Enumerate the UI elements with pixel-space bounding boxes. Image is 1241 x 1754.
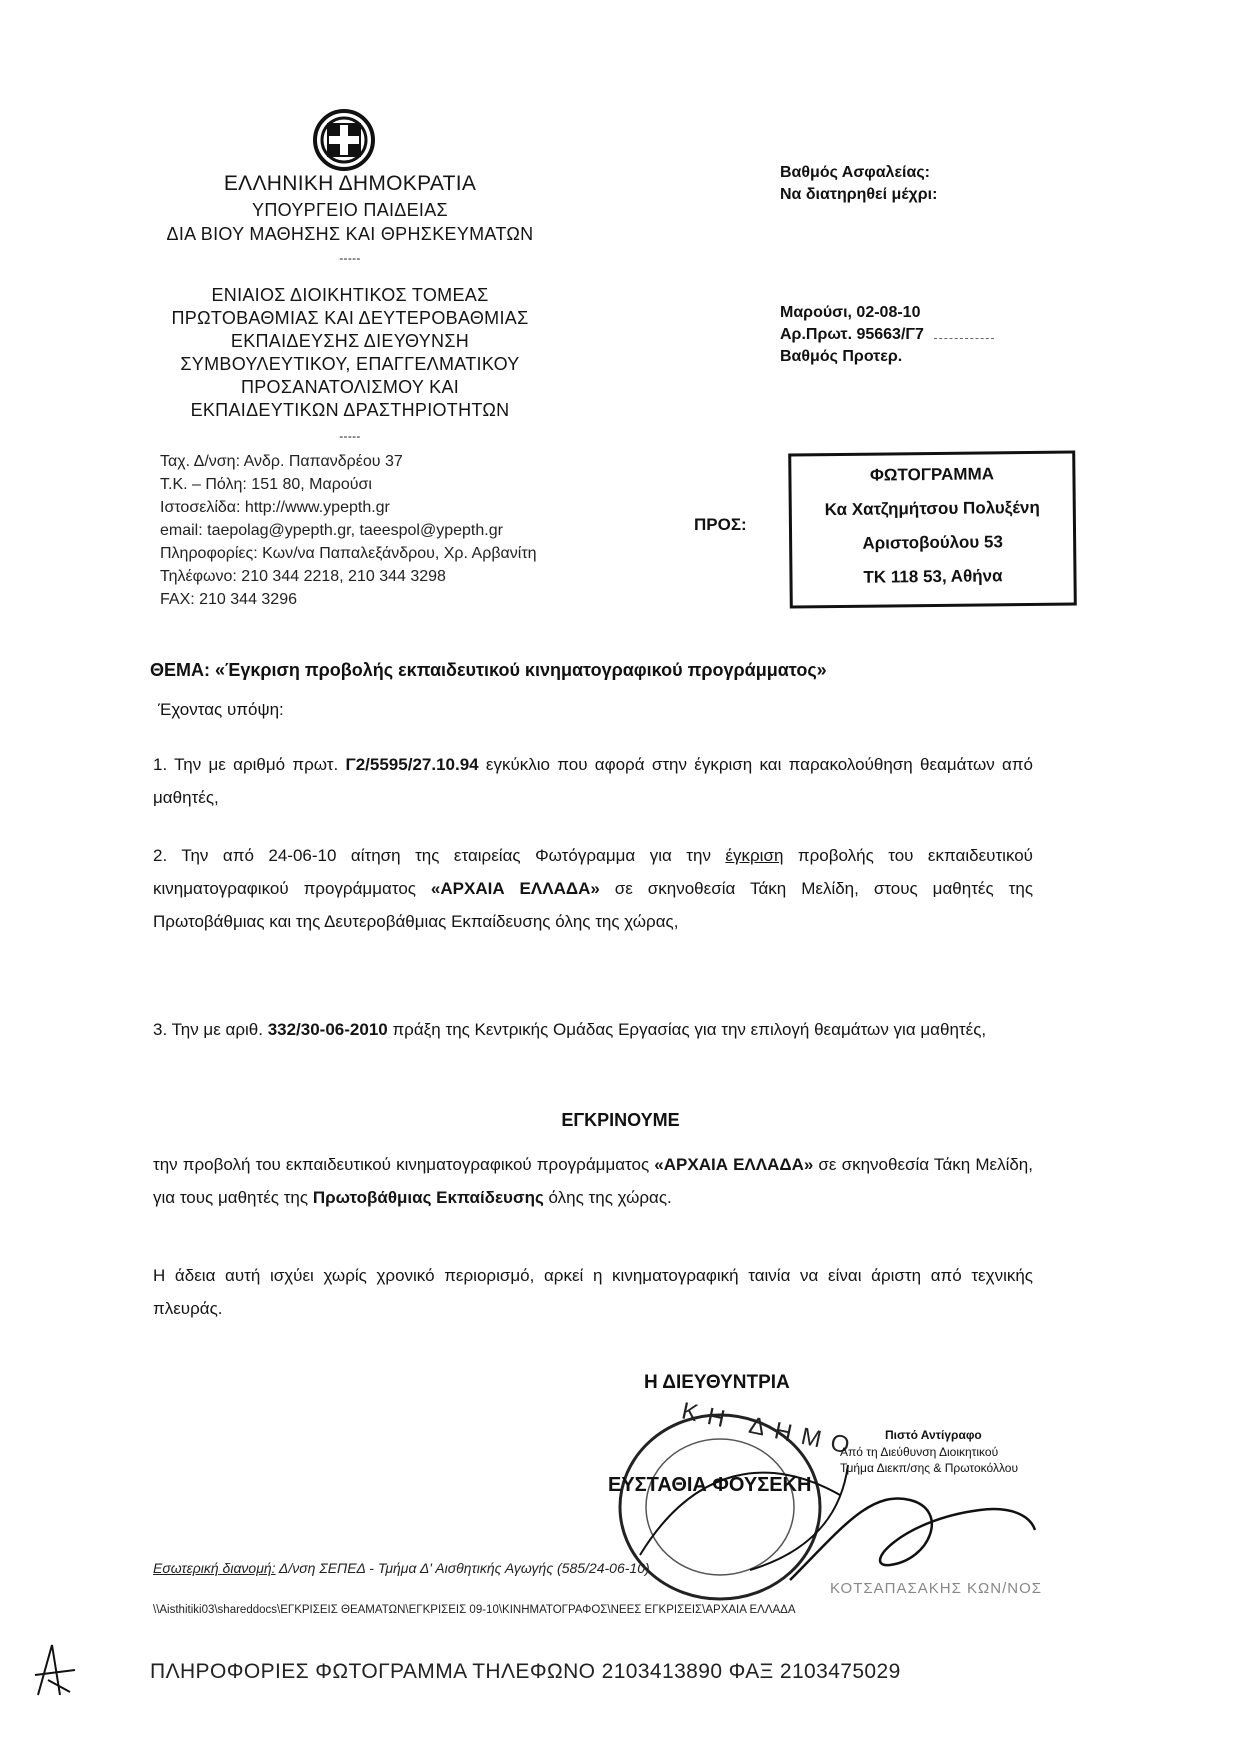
true-copy-2: Από τη Διεύθυνση Διοικητικού bbox=[840, 1445, 999, 1459]
security-level: Βαθμός Ασφαλείας: bbox=[780, 164, 930, 181]
consideration-item-2: 2. Την από 24-06-10 αίτηση της εταιρείας Φωτόγραμμα για την έγκριση προβολής του εκπαιδευτικού κινηματογραφικού προγράμματος «ΑΡΧΑΙΑ ΕΛΛΑΔΑ» σε σκηνοθεσία Τάκη Μελίδη, στους μαθητές της Πρωτοβάθμιας και της Δευτεροβάθμιας Εκπαίδευσης όλης της χώρας, bbox=[153, 846, 1034, 931]
contact-fax: FAX: 210 344 3296 bbox=[160, 591, 297, 608]
approval-text: την προβολή του εκπαιδευτικού κινηματογραφικού προγράμματος «ΑΡΧΑΙΑ ΕΛΛΑΔΑ» σε σκηνοθεσία Τάκη Μελίδη, για τους μαθητές της Πρωτοβάθμιας Εκπαίδευσης όλης της χώρας. bbox=[153, 1155, 1033, 1207]
department-line: ΕΚΠΑΙΔΕΥΣΗΣ ΔΙΕΥΘΥΝΣΗ bbox=[230, 331, 470, 351]
recipient-company: ΦΩΤΟΓΡΑΜΜΑ bbox=[869, 464, 995, 485]
recipient-name: Κα Χατζημήτσου Πολυξένη bbox=[824, 497, 1040, 520]
signer-name: ΕΥΣΤΑΘΙΑ ΦΟΥΣΕΚΗ bbox=[608, 1474, 812, 1496]
true-copy-1: Πιστό Αντίγραφο bbox=[885, 1428, 982, 1442]
consideration-item-3: 3. Την με αριθ. 332/30-06-2010 πράξη της Κεντρικής Ομάδας Εργασίας για την επιλογή θεαμάτων για μαθητές, bbox=[153, 1020, 987, 1039]
department-line: ΕΚΠΑΙΔΕΥΤΙΚΩΝ ΔΡΑΣΤΗΡΙΟΤΗΤΩΝ bbox=[190, 400, 510, 420]
department-line: ΣΥΜΒΟΥΛΕΥΤΙΚΟΥ, ΕΠΑΓΓΕΛΜΑΤΙΚΟΥ bbox=[180, 354, 520, 374]
clerk-name: ΚΟΤΣΑΠΑΣΑΚΗΣ ΚΩΝ/ΝΟΣ bbox=[830, 1580, 1043, 1597]
contact-phone: Τηλέφωνο: 210 344 2218, 210 344 3298 bbox=[160, 568, 446, 585]
footer-note: ΠΛΗΡΟΦΟΡΙΕΣ ΦΩΤΟΓΡΑΜΜΑ ΤΗΛΕΦΩΝΟ 2103413890 ΦΑΞ 2103475029 bbox=[150, 1660, 901, 1683]
ministry-line: ΕΛΛΗΝΙΚΗ ΔΗΜΟΚΡΑΤΙΑ bbox=[223, 172, 477, 195]
program-title: «ΑΡΧΑΙΑ ΕΛΛΑΔΑ» bbox=[654, 1155, 814, 1174]
program-title: «ΑΡΧΑΙΑ ΕΛΛΑΔΑ» bbox=[430, 879, 600, 898]
education-level: Πρωτοβάθμιας Εκπαίδευσης bbox=[312, 1188, 544, 1207]
file-path: \\Aisthitiki03\shareddocs\ΕΓΚΡΙΣΕΙΣ ΘΕΑΜΑΤΩΝ\ΕΓΚΡΙΣΕΙΣ 09-10\ΚΙΝΗΜΑΤΟΓΡΑΦΟΣ\ΝΕΕΣ ΕΓΚΡΙΣΕΙΣ\ΑΡΧΑΙΑ ΕΛΛΑΔΑ bbox=[153, 1604, 796, 1616]
protocol-text: Αρ.Πρωτ. 95663/Γ7 bbox=[780, 326, 924, 343]
protocol-number bbox=[780, 324, 994, 346]
department-line: ΠΡΩΤΟΒΑΘΜΙΑΣ ΚΑΙ ΔΕΥΤΕΡΟΒΑΘΜΙΑΣ bbox=[171, 308, 529, 328]
contact-info: Πληροφορίες: Κων/να Παπαλεξάνδρου, Χρ. Αρβανίτη bbox=[160, 545, 537, 562]
validity-text: Η άδεια αυτή ισχύει χωρίς χρονικό περιορισμό, αρκεί η κινηματογραφική ταινία να είναι άριστη από τεχνικής πλευράς. bbox=[153, 1266, 1033, 1318]
contact-postcode: Τ.Κ. – Πόλη: 151 80, Μαρούσι bbox=[160, 476, 372, 493]
contact-address: Ταχ. Δ/νση: Ανδρ. Παπανδρέου 37 bbox=[160, 453, 403, 470]
department-line: ΠΡΟΣΑΝΑΤΟΛΙΣΜΟΥ ΚΑΙ bbox=[240, 377, 460, 397]
protocol-dash bbox=[934, 338, 994, 339]
recipient-city: ΤΚ 118 53, Αθήνα bbox=[863, 566, 1003, 587]
contact-website: Ιστοσελίδα: http://www.ypepth.gr bbox=[160, 499, 390, 516]
underlined-word: έγκριση bbox=[725, 846, 784, 865]
subject-line: ΘΕΜΑ: «Έγκριση προβολής εκπαιδευτικού κινηματογραφικού προγράμματος» bbox=[150, 660, 827, 680]
separator: ----- bbox=[339, 429, 361, 443]
internal-distribution: Εσωτερική διανομή: Δ/νση ΣΕΠΕΔ - Τμήμα Δ' Αισθητικής Αγωγής (585/24-06-10) bbox=[153, 1560, 650, 1576]
initials-mark bbox=[30, 1640, 80, 1700]
emblem-seal bbox=[312, 108, 376, 172]
stamp-arc-text: ΚΗ ΔΗΜΟ bbox=[679, 1397, 862, 1462]
true-copy-3: Τμήμα Διεκπ/σης & Πρωτοκόλλου bbox=[840, 1461, 1019, 1475]
signer-title: Η ΔΙΕΥΘΥΝΤΡΙΑ bbox=[644, 1372, 790, 1393]
circular-number: Γ2/5595/27.10.94 bbox=[345, 755, 479, 774]
recipient-street: Αριστοβούλου 53 bbox=[862, 532, 1003, 553]
consideration-item-1: 1. Την με αριθμό πρωτ. Γ2/5595/27.10.94 εγκύκλιο που αφορά στην έγκριση και παρακολούθηση θεαμάτων από μαθητές, bbox=[153, 755, 1033, 807]
recipient-label: ΠΡΟΣ: bbox=[694, 515, 747, 534]
considering-label: Έχοντας υπόψη: bbox=[158, 700, 284, 719]
internal-label: Εσωτερική διανομή: bbox=[153, 1560, 276, 1576]
approve-heading: ΕΓΚΡΙΝΟΥΜΕ bbox=[561, 1110, 680, 1130]
act-number: 332/30-06-2010 bbox=[267, 1020, 388, 1039]
department-line: ΕΝΙΑΙΟΣ ΔΙΟΙΚΗΤΙΚΟΣ ΤΟΜΕΑΣ bbox=[211, 285, 489, 305]
retain-until: Να διατηρηθεί μέχρι: bbox=[780, 186, 938, 203]
recipient-box bbox=[788, 451, 1077, 609]
separator: ----- bbox=[339, 251, 361, 265]
doc-date: Μαρούσι, 02-08-10 bbox=[780, 304, 921, 321]
ministry-line: ΔΙΑ ΒΙΟΥ ΜΑΘΗΣΗΣ ΚΑΙ ΘΡΗΣΚΕΥΜΑΤΩΝ bbox=[166, 224, 534, 244]
priority-level: Βαθμός Προτερ. bbox=[780, 348, 903, 365]
handwritten-signature bbox=[780, 1470, 1040, 1590]
contact-email: email: taepolag@ypepth.gr, taeespol@ypepth.gr bbox=[160, 522, 503, 539]
ministry-line: ΥΠΟΥΡΓΕΙΟ ΠΑΙΔΕΙΑΣ bbox=[252, 200, 448, 220]
